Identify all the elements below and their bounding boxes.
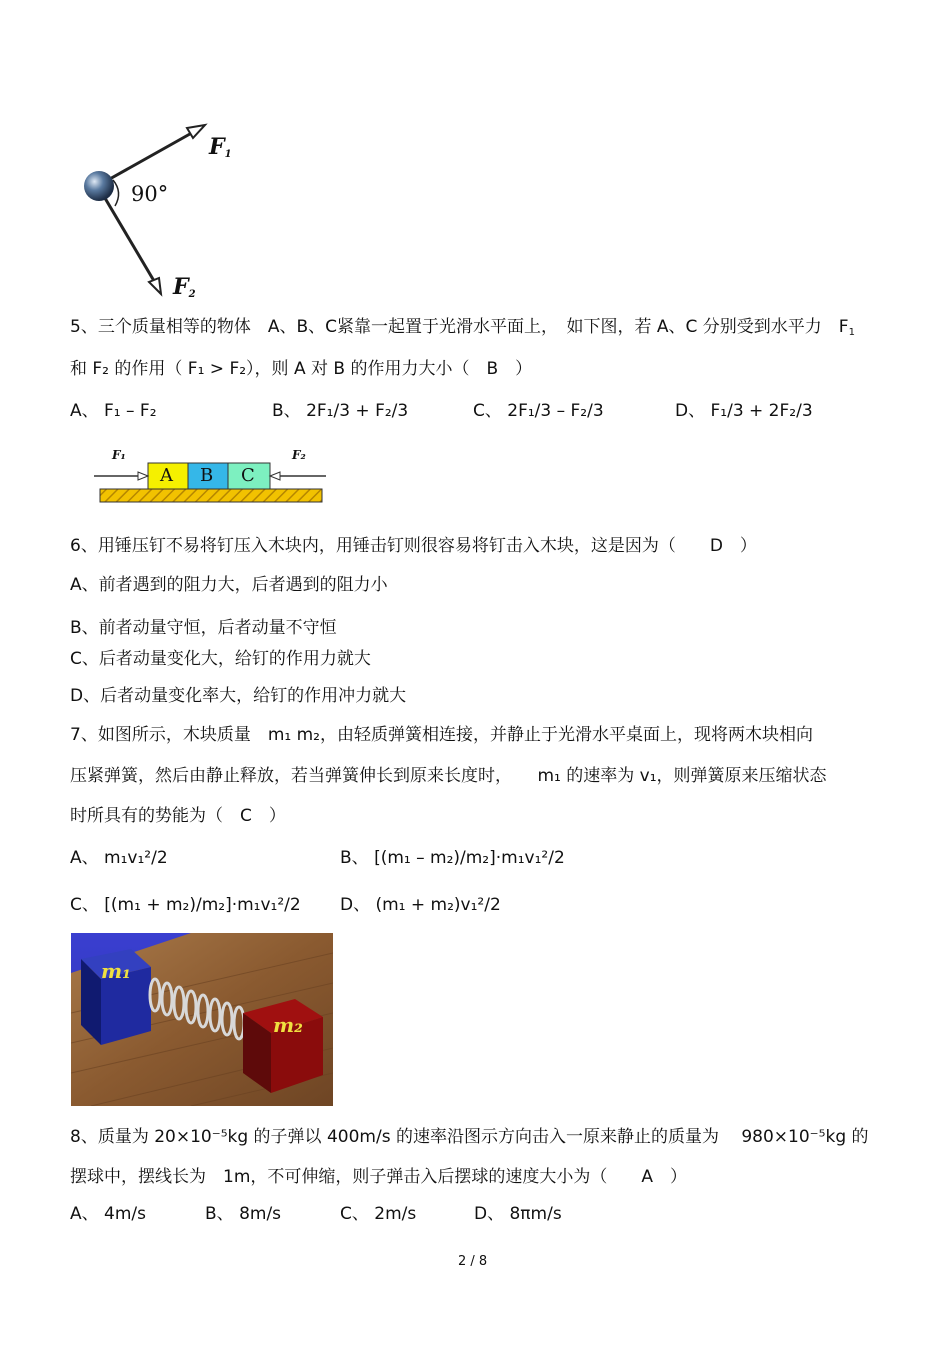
- blocks-f1-label: F₁: [112, 448, 126, 462]
- page-number: 2 / 8: [458, 1254, 488, 1269]
- q8-option-d: D、 8πm/s: [474, 1204, 562, 1224]
- q7-option-a: A、 m₁v₁²/2: [70, 848, 168, 868]
- ground: [100, 489, 322, 502]
- q5-option-d: D、 F₁/3 + 2F₂/3: [675, 401, 813, 421]
- f1-arrowhead: [187, 125, 205, 138]
- q7-stem-line1: 7、如图所示，木块质量 m₁ m₂，由轻质弹簧相连接，并静止于光滑水平桌面上，现将两木块相向: [70, 725, 813, 745]
- q8-option-a: A、 4m/s: [70, 1204, 146, 1224]
- angle-label: 90°: [131, 182, 169, 206]
- q5-option-a: A、 F₁ – F₂: [70, 401, 157, 421]
- q6-option-d: D、后者动量变化率大，给钉的作用冲力就大: [70, 686, 407, 706]
- q8-option-c: C、 2m/s: [340, 1204, 417, 1224]
- m2-label: m₂: [273, 1013, 303, 1037]
- q6-option-a: A、前者遇到的阻力大，后者遇到的阻力小: [70, 575, 388, 595]
- f1-label: $F_1$: [209, 134, 232, 160]
- f1-arrow-line: [99, 130, 197, 185]
- f2-label: $F_2$: [173, 274, 196, 300]
- f1-push-head: [138, 472, 148, 480]
- f2-arrowhead: [149, 278, 161, 294]
- q5-stem-line2: 和 F₂ 的作用（ F₁ > F₂），则 A 对 B 的作用力大小（ B ）: [70, 359, 533, 379]
- spring-figure: [71, 933, 333, 1106]
- q8-stem-line1: 8、质量为 20×10⁻⁵kg 的子弹以 400m/s 的速率沿图示方向击入一原来静止的质量为 980×10⁻⁵kg 的: [70, 1127, 869, 1147]
- q7-stem-line3: 时所具有的势能为（ C ）: [70, 806, 286, 826]
- force-diagram: [75, 118, 255, 300]
- block-a-label: A: [160, 465, 173, 486]
- ball: [84, 171, 114, 201]
- q6-stem: 6、用锤压钉不易将钉压入木块内，用锤击钉则很容易将钉击入木块，这是因为（ D ）: [70, 536, 757, 556]
- block-c-label: C: [241, 465, 255, 486]
- q6-option-b: B、前者动量守恒，后者动量不守恒: [70, 618, 337, 638]
- q7-stem-line2: 压紧弹簧，然后由静止释放，若当弹簧伸长到原来长度时， m₁ 的速率为 v₁，则弹簧原来压缩状态: [70, 766, 827, 786]
- blocks-diagram: [92, 446, 332, 506]
- block-b-label: B: [200, 465, 214, 486]
- q8-option-b: B、 8m/s: [205, 1204, 282, 1224]
- q7-option-d: D、 (m₁ + m₂)v₁²/2: [340, 895, 501, 915]
- q5-option-b: B、 2F₁/3 + F₂/3: [272, 401, 409, 421]
- blocks-f2-label: F₂: [292, 448, 306, 462]
- q5-option-c: C、 2F₁/3 – F₂/3: [473, 401, 604, 421]
- f2-push-head: [270, 472, 280, 480]
- q8-stem-line2: 摆球中，摆线长为 1m，不可伸缩，则子弹击入后摆球的速度大小为（ A ）: [70, 1167, 688, 1187]
- m1-label: m₁: [101, 959, 131, 983]
- q7-option-c: C、 [(m₁ + m₂)/m₂]·m₁v₁²/2: [70, 895, 301, 915]
- q5-stem-line1: 5、三个质量相等的物体 A、B、C紧靠一起置于光滑水平面上， 如下图，若 A、C 分别受到水平力 $F_1$: [70, 317, 855, 338]
- q7-option-b: B、 [(m₁ – m₂)/m₂]·m₁v₁²/2: [340, 848, 565, 868]
- q6-option-c: C、后者动量变化大，给钉的作用力就大: [70, 649, 371, 669]
